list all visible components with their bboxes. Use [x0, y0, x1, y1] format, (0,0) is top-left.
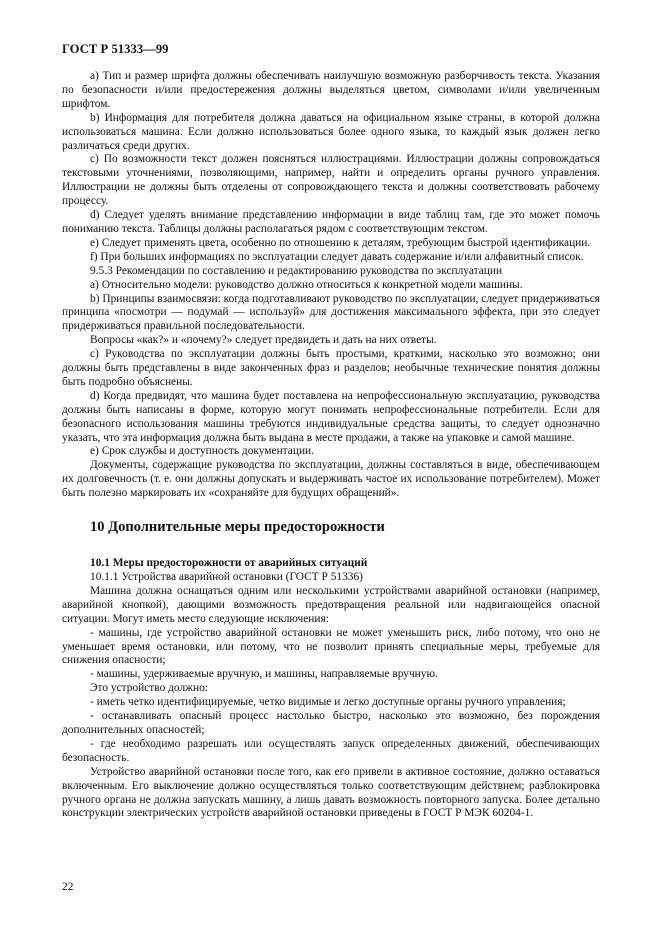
- document-header: ГОСТ Р 51333—99: [62, 42, 169, 56]
- paragraph-tables: d) Следует уделять внимание представлению информации в виде таблиц там, где это может помочь пониманию текста. Таблицы должны располагаться рядом с соответствующим текстом.: [62, 209, 600, 235]
- paragraph-emergency-stop: Машина должна оснащаться одним или несколькими устройствами аварийной остановки (например, аварийной кнопкой), дающими возможность предотвращения реальной или надвигающейся опасной ситуации. Могут иметь место следующие исключения:: [62, 584, 600, 625]
- paragraph-illustrations: с) По возможности текст должен поясняться иллюстрациями. Иллюстрации должны сопровождаться текстовыми уточнениями, позволяющими, например, найти и определить органы ручного управления. Иллюстрации не должны быть отделены от сопровождающего текста и должны соответствовать рабочему процессу.: [62, 153, 600, 208]
- paragraph-device-must: Это устройство должно:: [90, 682, 208, 695]
- subsection-title: 10.1 Меры предосторожности от аварийных ситуаций: [90, 557, 368, 570]
- exception-item-1: - машины, где устройство аварийной остановки не может уменьшить риск, либо потому, что оно не уменьшает время остановки, или потому, что не позволит принять специальные меры, требуемые для снижения опасности;: [62, 626, 600, 667]
- paragraph-model: а) Относительно модели: руководство должно относиться к конкретной модели машины.: [90, 278, 523, 291]
- page-body: [62, 70, 600, 821]
- requirement-item-1: - иметь четко идентифицируемые, четко видимые и легко доступные органы ручного управления;: [90, 696, 566, 709]
- paragraph-non-professional: d) Когда предвидят, что машина будет поставлена на непрофессиональную эксплуатацию, руководства должны быть написаны в форме, которую могут понимать непрофессиональные потребители. Если для безопасного использования машины требуются индивидуальные средства защиты, то следует однозначно указать, что эта информация должна быть выдана в месте продажи, а также на упаковке и самой машине.: [62, 389, 600, 444]
- paragraph-principles: b) Принципы взаимосвязи: когда подготавливают руководство по эксплуатации, следует придерживаться принципа «посмотри — подумай — используй» для достижения максимального эффекта, при это следует придерживаться правильной последовательности.: [62, 292, 600, 333]
- paragraph-colors: е) Следует применять цвета, особенно по отношению к деталям, требующим быстрой идентификации.: [90, 236, 591, 249]
- paragraph-service-life: е) Срок службы и доступность документации.: [90, 445, 314, 458]
- requirement-item-3: - где необходимо разрешать или осуществлять запуск определенных движений, обеспечивающих безопасность.: [62, 737, 600, 764]
- requirement-item-2: - останавливать опасный процесс настолько быстро, насколько это возможно, без порождения дополнительных опасностей;: [62, 710, 600, 736]
- paragraph-activation: Устройство аварийной остановки после того, как его привели в активное состояние, должно оставаться включенным. Его выключение должно осуществляться только соответствующим действием; разблокировка ручного органа не должна запускать машину, а лишь давать возможность повторного запуска. Более детально конструкции электрических устройств аварийной остановки приведены в ГОСТ Р МЭК 60204-1.: [62, 765, 600, 820]
- paragraph-durability: Документы, содержащие руководства по эксплуатации, должны составляться в виде, обеспечивающем их долговечность (т. е. они должны допускать и выдерживать частое их использование потребителем). Может быть полезно маркировать их «сохраняйте для будущих обращений».: [62, 459, 600, 500]
- paragraph-simplicity: с) Руководства по эксплуатации должны быть простыми, краткими, насколько это возможно; они должны быть представлены в виде законченных фраз и разделов; необычные технические понятия должны быть подробно объяснены.: [62, 348, 600, 388]
- section-title: 10 Дополнительные меры предосторожности: [90, 519, 385, 536]
- paragraph-contents: f) При больших информациях по эксплуатации следует давать содержание и/или алфавитный список.: [90, 250, 584, 263]
- clause-10-1-1: 10.1.1 Устройства аварийной остановки (ГОСТ Р 51336): [90, 571, 363, 583]
- exception-item-2: - машины, удерживаемые вручную, и машины, направляемые вручную.: [90, 668, 438, 681]
- clause-9-5-3: 9.5.3 Рекомендации по составлению и редактированию руководства по эксплуатации: [90, 264, 503, 277]
- paragraph-questions: Вопросы «как?» и «почему?» следует предвидеть и дать на них ответы.: [90, 334, 437, 347]
- page-number: 22: [62, 881, 74, 893]
- paragraph-font-requirements: а) Тип и размер шрифта должны обеспечивать наилучшую возможную разборчивость текста. Указания по безопасности и/или предостережения должны выделяться цветом, символами и/или увеличенным шрифтом.: [62, 70, 600, 110]
- paragraph-language: b) Информация для потребителя должна даваться на официальном языке страны, в которой должна использоваться машина. Если должно использоваться более одного языка, то каждый язык должен легко различаться среди других.: [62, 111, 600, 152]
